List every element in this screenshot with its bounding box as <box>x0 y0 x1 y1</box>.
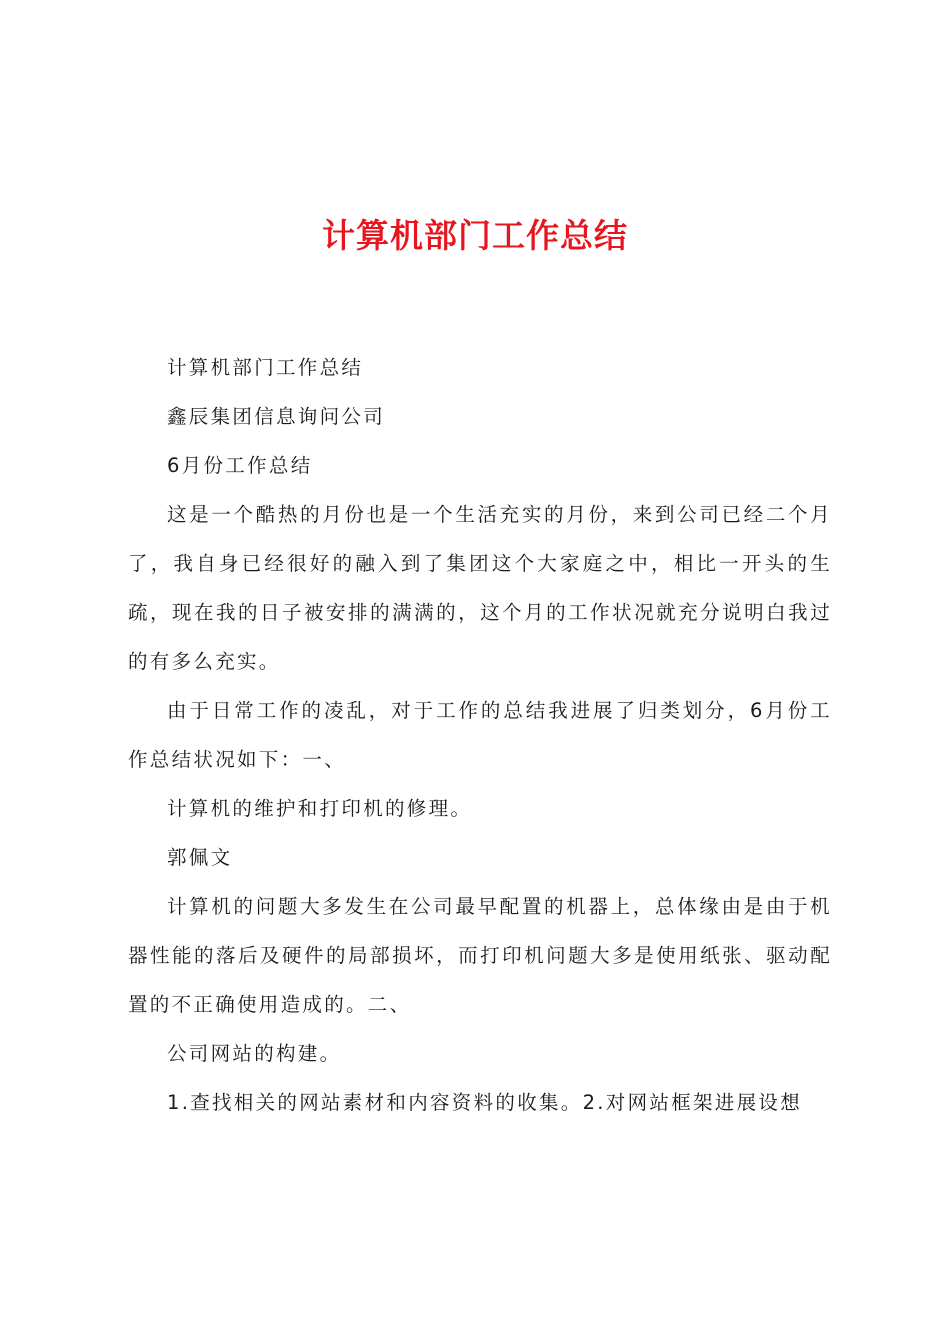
paragraph-author: 郭佩文 <box>167 846 233 869</box>
paragraph-section-one: 计算机的维护和打印机的修理。 <box>167 797 473 820</box>
document-body <box>128 343 832 1127</box>
paragraph-section-two: 公司网站的构建。 <box>167 1042 342 1065</box>
paragraph-company: 鑫辰集团信息询问公司 <box>167 405 386 428</box>
document-title: 计算机部门工作总结 <box>322 216 628 255</box>
paragraph-website-steps: 1.查找相关的网站素材和内容资料的收集。2.对网站框架进展设想 <box>167 1091 803 1114</box>
paragraph-month: 6月份工作总结 <box>167 454 313 477</box>
paragraph-heading: 计算机部门工作总结 <box>167 356 364 379</box>
paragraph-computer-issues: 计算机的问题大多发生在公司最早配置的机器上，总体缘由是由于机器性能的落后及硬件的局部损坏，而打印机问题大多是使用纸张、驱动配置的不正确使用造成的。二、 <box>128 895 832 1016</box>
paragraph-intro: 这是一个酷热的月份也是一个生活充实的月份，来到公司已经二个月了，我自身已经很好的融入到了集团这个大家庭之中，相比一开头的生疏，现在我的日子被安排的满满的，这个月的工作状况就充分说明白我过的有多么充实。 <box>128 503 832 673</box>
paragraph-summary-lead: 由于日常工作的凌乱，对于工作的总结我进展了归类划分，6月份工作总结状况如下：一、 <box>128 699 832 771</box>
